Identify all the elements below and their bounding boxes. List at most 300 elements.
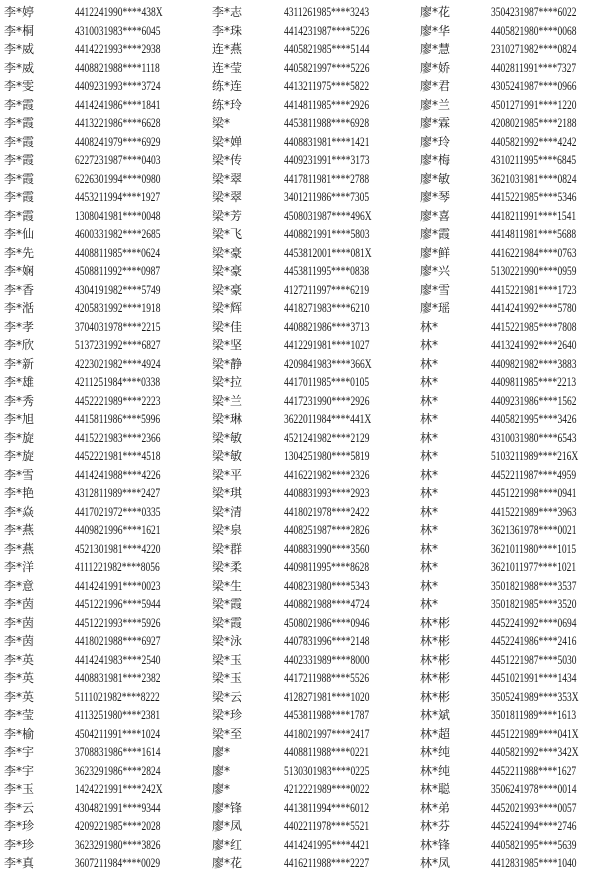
id-number: 4412241990****438X [75,5,163,19]
person-name: 李*英 [4,671,35,685]
table-row [0,299,609,318]
id-number: 4304821991****9344 [75,800,161,815]
person-name: 林* [420,375,439,389]
id-number: 4414231987****5226 [284,23,370,38]
id-number: 4414241983****2540 [75,652,161,667]
person-name: 李*孝 [4,319,35,334]
id-number: 4415811986****5996 [75,412,161,426]
table-row [0,595,609,614]
table-row [0,780,609,799]
person-name: 梁*琪 [212,486,243,500]
person-name: 梁* [212,116,231,130]
person-name: 林*凤 [420,856,451,870]
person-name: 李*娴 [4,264,35,278]
person-name: 李*玉 [4,782,35,796]
id-number: 4405821980****0068 [491,23,577,38]
id-number: 4414811985****2926 [284,97,370,112]
id-number: 3401211986****7305 [284,190,370,204]
id-number: 3501821988****3537 [491,578,577,593]
table-row [0,540,609,559]
person-name: 廖*霞 [420,227,451,241]
table-row [0,706,609,725]
person-name: 李*宇 [4,745,35,759]
person-name: 李*雄 [4,375,35,389]
table-row [0,318,609,337]
table-row [0,632,609,651]
person-name: 林*斌 [420,708,451,722]
id-number: 3622011984****441X [284,412,372,426]
person-name: 梁*拉 [212,375,243,389]
id-number: 4212221989****0022 [284,782,370,796]
id-number: 1304251980****5819 [284,449,370,463]
table-row [0,355,609,374]
person-name: 梁*芳 [212,208,243,223]
id-number: 4451221996****5944 [75,597,161,611]
id-number: 4409811985****2213 [491,375,577,389]
id-number: 3621031981****0824 [491,171,577,186]
person-name: 梁*佳 [212,319,243,334]
person-name: 廖*锋 [212,800,243,815]
id-number: 4128271981****1020 [284,689,370,704]
id-number: 3607211984****0029 [75,856,161,870]
id-number: 4408811988****0221 [284,745,370,759]
id-number: 4504211991****1024 [75,726,161,741]
id-number: 4127211997****6219 [284,282,370,297]
person-name: 林* [420,467,439,482]
table-row [0,817,609,836]
id-number: 4452221989****2223 [75,393,161,408]
id-number: 3505241989****353X [491,689,579,704]
id-number: 3621011980****1015 [491,541,577,556]
id-number: 4414241988****4226 [75,467,161,482]
id-number: 4310211995****6845 [491,153,577,167]
person-name: 李*燕 [4,523,35,537]
id-number: 4408821988****4724 [284,597,370,611]
id-number: 4501271991****1220 [491,97,577,112]
id-number: 4451221993****5926 [75,615,161,630]
person-name: 梁*飞 [212,227,243,241]
id-number: 4415221981****1723 [491,282,577,297]
id-number: 4451221989****041X [491,726,579,741]
person-name: 廖*玲 [420,134,451,149]
person-name: 李*旭 [4,412,35,426]
person-name: 梁*霞 [212,615,243,630]
id-number: 4415221985****5346 [491,190,577,204]
person-name: 梁*豪 [212,245,243,260]
person-name: 梁*玉 [212,652,243,667]
person-name: 李*旋 [4,449,35,463]
person-name: 李*意 [4,578,35,593]
table-row [0,151,609,170]
table-row [0,521,609,540]
id-number: 4416211988****2227 [284,856,370,870]
person-name: 李*新 [4,356,35,371]
id-number: 4408251987****2826 [284,523,370,537]
person-name: 廖*霖 [420,116,451,130]
person-name: 李*桐 [4,23,35,38]
table-row [0,225,609,244]
person-name: 廖*兰 [420,97,451,112]
person-name: 林*彬 [420,652,451,667]
person-name: 林* [420,578,439,593]
person-name: 李*仙 [4,227,35,241]
id-number: 4521301981****4220 [75,541,161,556]
table-row [0,577,609,596]
id-number: 4453811988****1787 [284,708,370,722]
id-number: 4409231993****3724 [75,79,161,93]
id-number: 4305241987****0966 [491,79,577,93]
person-name: 林*聪 [420,782,451,796]
person-name: 梁*泳 [212,634,243,648]
person-name: 李*霞 [4,190,35,204]
id-number: 5103211989****216X [491,449,579,463]
person-name: 廖*花 [212,856,243,870]
person-name: 李*旋 [4,430,35,445]
id-number: 4413221986****6628 [75,116,161,130]
person-name: 林*锋 [420,837,451,852]
person-name: 梁*至 [212,726,243,741]
id-number: 4451021991****1434 [491,671,577,685]
person-name: 林* [420,319,439,334]
person-name: 李*霞 [4,153,35,167]
person-name: 梁*辉 [212,301,243,315]
table-row [0,336,609,355]
person-name: 林*弟 [420,800,451,815]
person-name: 李*焱 [4,504,35,519]
person-name: 林* [420,486,439,500]
person-name: 李*婷 [4,5,35,19]
person-name: 廖*梅 [420,153,451,167]
person-name: 李*霞 [4,171,35,186]
person-name: 廖*鲜 [420,245,451,260]
person-name: 林* [420,504,439,519]
id-number: 4402811991****7327 [491,60,577,75]
id-number: 4310031980****6543 [491,430,577,445]
id-number: 4209841983****366X [284,356,372,371]
id-number: 4415221985****7808 [491,319,577,334]
id-number: 3623291980****3826 [75,837,161,852]
id-number: 4409231991****3173 [284,153,370,167]
table-row [0,77,609,96]
person-name: 李*湉 [4,301,35,315]
person-name: 梁*坚 [212,338,243,352]
id-number: 4415221989****3963 [491,504,577,519]
id-number: 4405821985****5144 [284,42,370,56]
table-row [0,651,609,670]
id-number: 4508811992****0987 [75,264,161,278]
id-number: 4205831992****1918 [75,301,161,315]
person-name: 李*茵 [4,634,35,648]
id-number: 4211251984****0338 [75,375,161,389]
id-number: 4418211991****1541 [491,208,577,223]
id-number: 4417211988****5526 [284,671,370,685]
person-name: 李*英 [4,689,35,704]
person-name: 廖*兴 [420,264,451,278]
person-name: 林*彬 [420,634,451,648]
person-name: 廖*娇 [420,60,451,75]
id-number: 5130221990****0959 [491,264,577,278]
name-id-list-table [0,3,609,873]
person-name: 梁*群 [212,541,243,556]
table-row [0,244,609,263]
id-number: 4453811995****0838 [284,264,370,278]
person-name: 李*先 [4,245,35,260]
table-row [0,22,609,41]
person-name: 李*霞 [4,134,35,149]
person-name: 李*真 [4,856,35,870]
id-number: 4414241995****4421 [284,837,370,852]
id-number: 4414241991****0023 [75,578,161,593]
id-number: 4409821996****1621 [75,523,161,537]
table-row [0,96,609,115]
person-name: 林*超 [420,726,451,741]
person-name: 林*芬 [420,819,451,833]
person-name: 李*英 [4,652,35,667]
id-number: 4452211987****4959 [491,467,577,482]
person-name: 李*威 [4,60,35,75]
person-name: 李*燕 [4,541,35,556]
person-name: 李*霞 [4,116,35,130]
id-number: 4452021993****0057 [491,800,577,815]
person-name: 梁*翠 [212,190,243,204]
person-name: 廖*华 [420,23,451,38]
table-row [0,170,609,189]
id-number: 4223021982****4924 [75,356,161,371]
person-name: 李*志 [212,5,243,19]
id-number: 3621011977****1021 [491,560,577,574]
person-name: 梁*豪 [212,282,243,297]
person-name: 李*榆 [4,726,35,741]
id-number: 4508021986****0946 [284,615,370,630]
table-row [0,558,609,577]
person-name: 李*霞 [4,97,35,112]
id-number: 4452221981****4518 [75,449,161,463]
id-number: 4416221982****2326 [284,467,370,482]
id-number: 4408831981****1421 [284,134,370,149]
table-row [0,281,609,300]
id-number: 4417021972****0335 [75,504,161,519]
person-name: 林* [420,541,439,556]
id-number: 4413211975****5822 [284,79,370,93]
id-number: 4414221993****2938 [75,42,161,56]
id-number: 4416221984****0763 [491,245,577,260]
person-name: 李*雯 [4,79,35,93]
id-number: 4208021985****2188 [491,116,577,130]
id-number: 3623291986****2824 [75,763,161,778]
person-name: 李*霞 [4,208,35,223]
id-number: 4452241992****0694 [491,615,577,630]
person-name: 林* [420,393,439,408]
person-name: 林*彬 [420,689,451,704]
id-number: 3708831986****1614 [75,745,161,759]
table-row [0,614,609,633]
person-name: 李*茵 [4,615,35,630]
id-number: 4413811994****6012 [284,800,370,815]
person-name: 李*珠 [212,23,243,38]
id-number: 4402211978****5521 [284,819,370,833]
id-number: 4451221987****5030 [491,652,577,667]
table-row [0,854,609,873]
person-name: 练*玲 [212,97,243,112]
person-name: 廖* [212,745,231,759]
id-number: 4418021997****2417 [284,726,370,741]
id-number: 4311261985****3243 [284,5,370,19]
person-name: 梁*霞 [212,597,243,611]
id-number: 4409821982****3883 [491,356,577,371]
person-name: 李*威 [4,42,35,56]
id-number: 4418021978****2422 [284,504,370,519]
id-number: 4408821988****1118 [75,60,160,75]
person-name: 李*莹 [4,708,35,722]
id-number: 4407831996****2148 [284,634,370,648]
table-row [0,466,609,485]
table-row [0,133,609,152]
id-number: 5130301983****0225 [284,763,370,778]
id-number: 4452211988****1627 [491,763,577,778]
person-name: 林*纯 [420,763,451,778]
person-name: 李*珍 [4,819,35,833]
table-row [0,799,609,818]
person-name: 李*香 [4,282,35,297]
id-number: 4408821991****5803 [284,227,370,241]
person-name: 林* [420,449,439,463]
id-number: 4521241982****2129 [284,430,370,445]
table-row [0,669,609,688]
id-number: 4310031983****6045 [75,23,161,38]
person-name: 林* [420,597,439,611]
id-number: 4412291981****1027 [284,338,370,352]
id-number: 4405821992****342X [491,745,579,759]
id-number: 4312811989****2427 [75,486,161,500]
person-name: 李*洋 [4,560,35,574]
person-name: 林* [420,430,439,445]
table-row [0,503,609,522]
id-number: 4408231980****5343 [284,578,370,593]
id-number: 4414241986****1841 [75,97,161,112]
person-name: 梁*翠 [212,171,243,186]
id-number: 4453811988****6928 [284,116,370,130]
id-number: 4405821995****5639 [491,837,577,852]
person-name: 廖*琴 [420,190,451,204]
person-name: 李*珍 [4,837,35,852]
person-name: 廖* [212,782,231,796]
id-number: 4414241992****5780 [491,301,577,315]
id-number: 4405821995****3426 [491,412,577,426]
id-number: 4600331982****2685 [75,227,161,241]
person-name: 梁*琳 [212,412,243,426]
person-name: 连*莹 [212,60,243,75]
id-number: 4409231986****1562 [491,393,577,408]
id-number: 4409811995****8628 [284,560,370,574]
id-number: 4417011985****0105 [284,375,370,389]
person-name: 林* [420,356,439,371]
id-number: 4304191982****5749 [75,282,161,297]
table-row [0,373,609,392]
id-number: 4408831990****3560 [284,541,370,556]
table-row [0,447,609,466]
table-row [0,762,609,781]
id-number: 1424221991****242X [75,782,163,796]
id-number: 2310271982****0824 [491,42,577,56]
table-row [0,40,609,59]
id-number: 4408811985****0624 [75,245,161,260]
person-name: 练*连 [212,79,243,93]
id-number: 1308041981****0048 [75,208,161,223]
table-row [0,743,609,762]
person-name: 梁*珍 [212,708,243,722]
id-number: 5137231992****6827 [75,338,161,352]
person-name: 梁*静 [212,356,243,371]
person-name: 连*燕 [212,42,243,56]
id-number: 4408241979****6929 [75,134,161,149]
table-row [0,688,609,707]
id-number: 4452241994****2746 [491,819,577,833]
id-number: 4408831981****2382 [75,671,161,685]
id-number: 6226301994****0980 [75,171,161,186]
person-name: 林* [420,412,439,426]
id-number: 4402331989****8000 [284,652,370,667]
person-name: 梁*婵 [212,134,243,149]
table-row [0,59,609,78]
person-name: 李*雪 [4,467,35,482]
id-number: 4452241986****2416 [491,634,577,648]
table-row [0,725,609,744]
person-name: 梁*敏 [212,449,243,463]
table-row [0,262,609,281]
person-name: 梁*平 [212,467,243,482]
person-name: 李*茵 [4,597,35,611]
id-number: 4415221983****2366 [75,430,161,445]
table-row [0,3,609,22]
id-number: 4413241992****2640 [491,338,577,352]
id-number: 4451221998****0941 [491,486,577,500]
person-name: 廖*喜 [420,208,451,223]
person-name: 李*云 [4,800,35,815]
person-name: 梁*柔 [212,560,243,574]
person-name: 李*艳 [4,486,35,500]
person-name: 梁*云 [212,689,243,704]
id-number: 4453812001****081X [284,245,372,260]
id-number: 3621361978****0021 [491,523,577,537]
id-number: 4405821992****4242 [491,134,577,149]
id-number: 4412831985****1040 [491,856,577,870]
id-number: 3501821985****3520 [491,597,577,611]
id-number: 3504231987****6022 [491,5,577,19]
id-number: 4113251980****2381 [75,708,161,722]
table-row [0,836,609,855]
table-row [0,410,609,429]
id-number: 3704031978****2215 [75,319,161,334]
table-row [0,484,609,503]
id-number: 4405821997****5226 [284,60,370,75]
person-name: 廖*瑶 [420,301,451,315]
id-number: 6227231987****0403 [75,153,161,167]
person-name: 梁*豪 [212,264,243,278]
person-name: 廖*红 [212,837,243,852]
person-name: 廖*敏 [420,171,451,186]
person-name: 廖*君 [420,79,451,93]
person-name: 廖* [212,763,231,778]
id-number: 4418271983****6210 [284,301,370,315]
id-number: 3501811989****1613 [491,708,577,722]
person-name: 梁*兰 [212,393,243,408]
table-row [0,392,609,411]
person-name: 林* [420,338,439,352]
id-number: 4408831993****2923 [284,486,370,500]
table-row [0,114,609,133]
person-name: 廖*花 [420,5,451,19]
id-number: 4508031987****496X [284,208,372,223]
